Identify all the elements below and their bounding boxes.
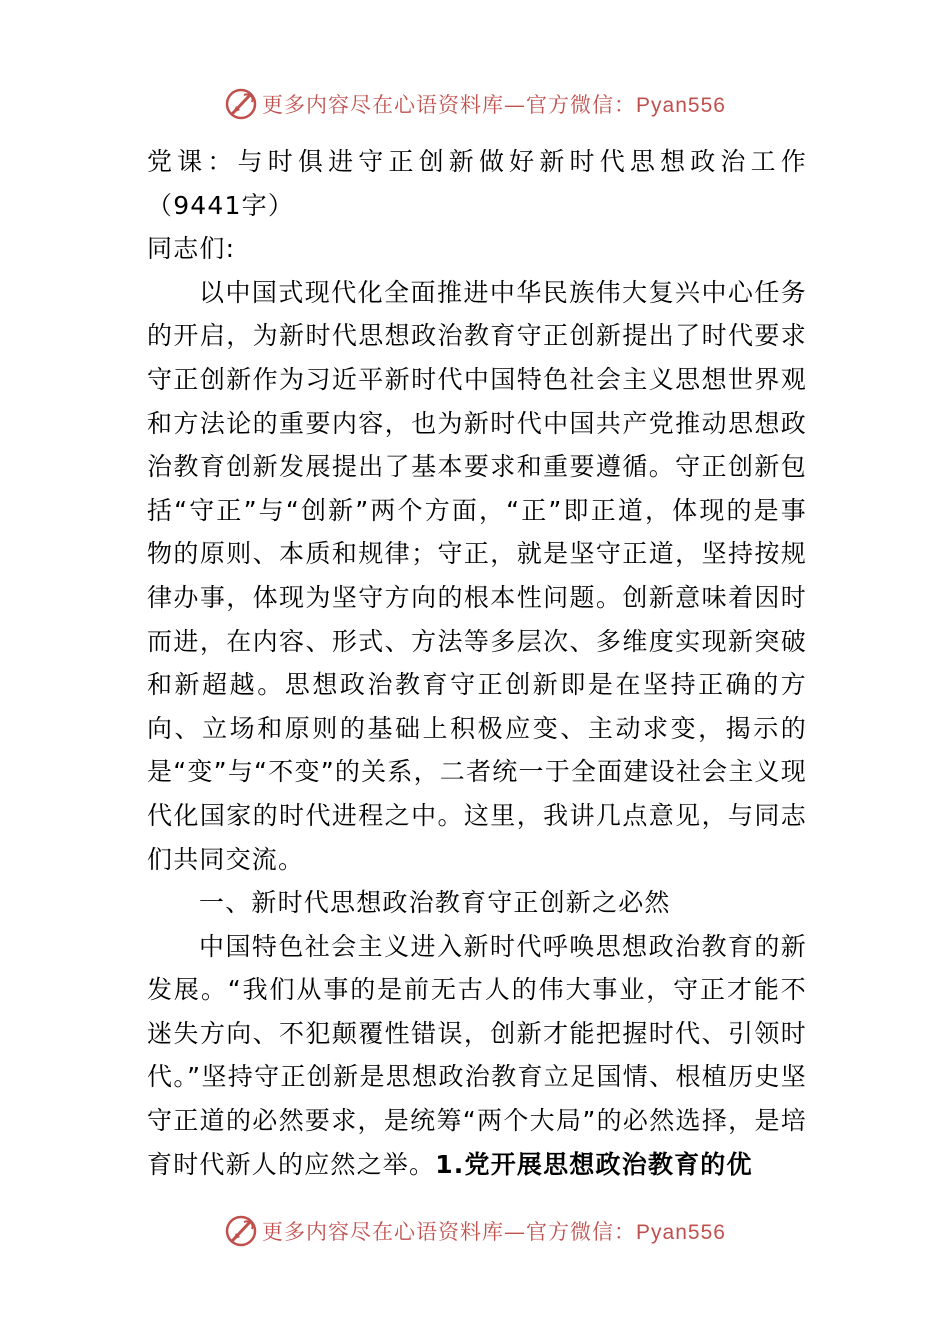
document-body: [147, 140, 807, 1186]
subsection-1-heading: 1.党开展思想政治教育的优: [435, 1149, 753, 1179]
intro-paragraph: 以中国式现代化全面推进中华民族伟大复兴中心任务的开启，为新时代思想政治教育守正创新提出了时代要求守正创新作为习近平新时代中国特色社会主义思想世界观和方法论的重要内容，也为新时代中国共产党推动思想政治教育创新发展提出了基本要求和重要遵循。守正创新包括“守正”与“创新”两个方面，“正”即正道，体现的是事物的原则、本质和规律；守正，就是坚守正道，坚持按规律办事，体现为坚守方向的根本性问题。创新意味着因时而进，在内容、形式、方法等多层次、多维度实现新突破和新超越。思想政治教育守正创新即是在坚持正确的方向、立场和原则的基础上积极应变、主动求变，揭示的是“变”与“不变”的关系，二者统一于全面建设社会主义现代化国家的时代进程之中。这里，我讲几点意见，与同志们共同交流。: [147, 277, 807, 874]
salutation: 同志们:: [147, 234, 236, 264]
footer-watermark-text: 更多内容尽在心语资料库—官方微信：Pyan556: [262, 1220, 726, 1244]
section-1-paragraph: [147, 925, 807, 1187]
document-title: 党课：与时俱进守正创新做好新时代思想政治工作（9441字）: [147, 147, 807, 220]
section-1-heading: 一、新时代思想政治教育守正创新之必然: [199, 888, 671, 918]
header-watermark-banner: [0, 84, 950, 124]
pen-logo-icon: [224, 87, 258, 121]
footer-watermark-banner: [0, 1211, 950, 1251]
section-1-text: 中国特色社会主义进入新时代呼唤思想政治教育的新发展。“我们从事的是前无古人的伟大事业，守正才能不迷失方向、不犯颠覆性错误，创新才能把握时代、引领时代。”坚持守正创新是思想政治教育立足国情、根植历史坚守正道的必然要求，是统筹“两个大局”的必然选择，是培育时代新人的应然之举。: [147, 931, 807, 1179]
pen-logo-icon: [224, 1214, 258, 1248]
header-watermark-text: 更多内容尽在心语资料库—官方微信：Pyan556: [262, 93, 726, 117]
